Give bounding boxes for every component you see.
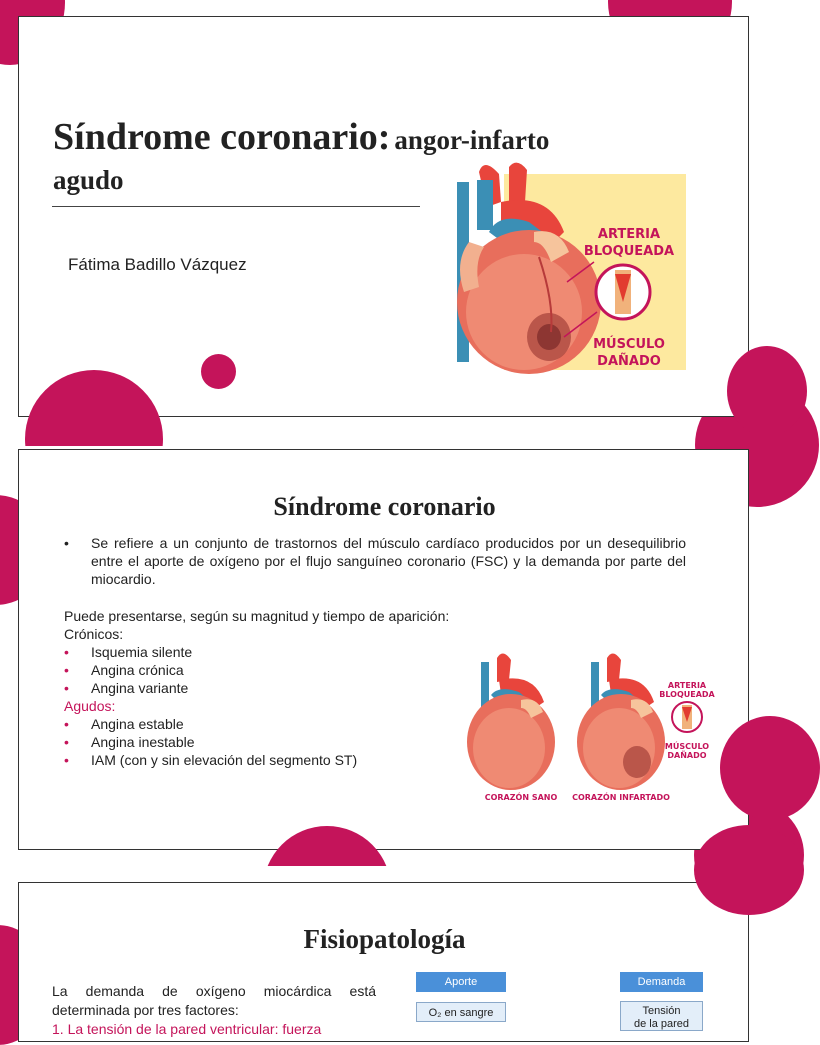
list-item: • Angina crónica xyxy=(64,661,192,679)
intro-list xyxy=(64,534,686,588)
label-artery-2: BLOQUEADA xyxy=(583,244,675,259)
title-line-2: agudo xyxy=(53,165,124,195)
healthy-vs-infarct-hearts-illustration xyxy=(459,650,715,810)
chronic-list xyxy=(64,643,192,697)
decor-dot xyxy=(201,354,236,389)
infarct-heart-icon xyxy=(577,653,702,790)
list-item: • Isquemia silente xyxy=(64,643,192,661)
slide-heading: Fisiopatología xyxy=(303,924,466,954)
title-rest: angor-infarto xyxy=(394,125,550,155)
decor-circle xyxy=(720,716,820,820)
title-slide xyxy=(18,16,749,417)
demand-header: Demanda xyxy=(620,972,703,992)
caption-infarct: CORAZÓN INFARTADO xyxy=(572,793,670,802)
presentation-line: Puede presentarse, según su magnitud y tiempo de aparición: xyxy=(64,608,450,624)
o2-blood-box: O₂ en sangre xyxy=(416,1002,506,1022)
paragraph-line: determinada por tres factores: xyxy=(52,1002,239,1018)
slide-heading: Síndrome coronario xyxy=(273,492,496,521)
label-artery-1: ARTERIA xyxy=(667,681,707,690)
pathophysiology-slide xyxy=(18,882,749,1042)
author-name: Fátima Badillo Vázquez xyxy=(68,255,247,274)
label-muscle-2: DAÑADO xyxy=(667,751,707,760)
list-item: • Angina variante xyxy=(64,679,192,697)
list-item: • IAM (con y sin elevación del segmento ST) xyxy=(64,751,357,769)
label-artery-2: BLOQUEADA xyxy=(659,690,715,699)
decor-circle xyxy=(694,825,804,915)
wall-tension-box xyxy=(620,1001,703,1031)
healthy-heart-icon xyxy=(467,653,555,790)
slide-title xyxy=(53,115,653,159)
tension-line-1: Tensión xyxy=(642,1005,681,1017)
chronic-label: Crónicos: xyxy=(64,626,124,642)
presentation-text xyxy=(64,607,449,643)
supply-header: Aporte xyxy=(416,972,506,992)
paragraph-line: 1. La tensión de la pared ventricular: fuerza xyxy=(52,1021,322,1037)
acute-label: Agudos: xyxy=(64,698,116,714)
intro-bullet: • Se refiere a un conjunto de trastornos del músculo cardíaco producidos por un desequilibrio entre el aporte de oxígeno por el flujo sanguíneo coronario (FSC) y la demanda por parte del miocardio. xyxy=(64,534,686,588)
list-item: • Angina inestable xyxy=(64,733,357,751)
coronary-syndrome-slide xyxy=(18,449,749,850)
decor-circle xyxy=(727,346,807,436)
list-item: • Angina estable xyxy=(64,715,357,733)
label-artery-1: ARTERIA xyxy=(597,227,661,242)
label-muscle-1: MÚSCULO xyxy=(664,742,710,751)
title-main: Síndrome coronario: xyxy=(53,116,391,158)
title-divider xyxy=(52,206,420,207)
blocked-artery-heart-illustration xyxy=(439,162,689,377)
label-muscle-1: MÚSCULO xyxy=(593,337,665,352)
label-muscle-2: DAÑADO xyxy=(597,354,661,369)
acute-list xyxy=(64,715,357,769)
paragraph-line: La demanda de oxígeno miocárdica está xyxy=(52,983,376,999)
tension-line-2: de la pared xyxy=(633,1018,690,1030)
demand-paragraph xyxy=(52,982,376,1039)
caption-healthy: CORAZÓN SANO xyxy=(484,793,558,802)
